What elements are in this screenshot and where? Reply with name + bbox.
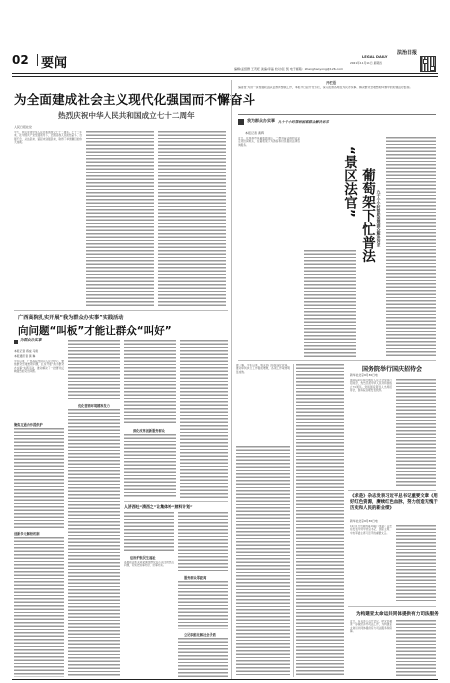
mid-center-sub-1: 法治护航民生福祉 (130, 556, 156, 560)
column-marker-icon (14, 340, 18, 344)
mid-right-body-col-1b (236, 446, 290, 677)
mid-center-body-col-1 (124, 512, 174, 552)
mid-center-body-col-2 (178, 512, 228, 572)
guangxi-body-col-1: 今年以来，广西高院坚持以人民为中心，聚焦群众急难愁盼问题，扎实开展“我为群众办实事”实践活动，推动解决了一批群众反映强烈的突出问题。 (14, 360, 64, 374)
qiushi-headline: 《求是》杂志发表习近平总书记重要文章《用好红色资源，赓续红色血脉，努力创造无愧于历史和人民的新业绩》 (350, 494, 438, 511)
main-subheadline: 热烈庆祝中华人民共和国成立七十二周年 (58, 111, 195, 120)
asia-pacific-headline: 为构建亚太命运共同体提供有力司法服务 (356, 612, 439, 617)
guangxi-body-col-2 (68, 340, 120, 400)
qr-code (420, 56, 436, 72)
subhead-4: 创新多元解纷机制 (14, 532, 40, 536)
main-body-col-1: 今天，我们迎来中华人民共和国成立七十二周年。七十二年来，在中国共产党坚强领导下，全国各族人民团结奋斗、自强不息，从站起来、富起来到强起来，取得了举世瞩目的伟大成就。 (14, 131, 82, 145)
guangxi-kicker: 广西高院扎实开展“我为群众办实事”实践活动 (18, 315, 124, 321)
guangxi-reporters-2: 本报通讯者 黄 琳 (14, 354, 36, 358)
mid-right-divider (293, 364, 294, 677)
vertical-subheadline: 九十个小时帮助困难群众解决诉求 (377, 190, 382, 247)
subhead-1: 聚焦互通合作提供护 (14, 423, 43, 427)
column-title-block (238, 118, 358, 128)
editor-note-rule (238, 114, 436, 115)
guangxi-headline: 向问题“叫板”才能让群众“叫好” (18, 325, 172, 337)
editor-line: 编辑/孟绍群 王茂旺 美编/李晶 校对/张 凯 电子邮箱：zhenghaoyong@126.com (234, 67, 344, 71)
vertical-headline-1: “景区法官” (341, 146, 357, 218)
mid-right-body: 据了解，今年以来，相关部门持续深化改革，推动审判执行工作提质增效，各项工作取得明显成效。 (236, 364, 290, 374)
left-top-bottom-rule (14, 310, 228, 311)
asia-pacific-body-col-2 (396, 620, 436, 677)
center-divider (231, 80, 232, 680)
qiushi-bottom-rule (348, 606, 436, 607)
guangxi-body-col-3b (124, 434, 176, 498)
column-subtitle: 九十个小时帮助困难群众解决诉求 (278, 119, 329, 124)
state-council-headline: 国务院举行国庆招待会 (362, 366, 423, 373)
state-council-byline: 新华社北京9月30日电 (350, 373, 378, 377)
mid-center-body: 各地政法机关紧紧围绕群众关心关注的热点问题，切实把实事办好、好事办实。 (124, 561, 174, 568)
page-bottom-rule (12, 679, 438, 680)
column-marker-icon (238, 119, 244, 125)
guangxi-body-col-2b (68, 409, 120, 677)
main-headline: 为全面建成社会主义现代化强国而不懈奋斗 (14, 92, 256, 107)
guangxi-body-col-3 (124, 340, 176, 425)
qiushi-body-col-2 (396, 525, 436, 603)
section-title: 要闻 (41, 56, 68, 71)
editor-note-label: 开栏语 (326, 81, 337, 85)
mid-center-headline: 人济西吐“清西之”让集体补“照料计划” (124, 504, 193, 509)
masthead-rule-thin (12, 76, 438, 77)
mid-right-body-col-2 (296, 364, 344, 677)
guangxi-column-label: 为群众办实事 (20, 338, 42, 342)
asia-pacific-body-col-1: 近日，有关部门召开会议，研究部署进一步做好涉外司法工作，为构建亚太命运共同体提供有力司法服务和保障。 (350, 620, 392, 634)
guangxi-body-col-1b (14, 428, 64, 528)
mid-center-body-col-2c (178, 638, 228, 677)
main-byline: 人民日报社论 (14, 125, 33, 129)
jingqu-body-col-2 (304, 250, 356, 357)
right-top-reporters: 本报记者 黄辉 (245, 131, 264, 135)
qiushi-byline: 新华社北京9月30日电 (350, 519, 378, 523)
guangxi-body-col-1c (14, 537, 64, 677)
masthead-rule (12, 73, 438, 74)
subhead-5: 立足职能化解社会矛盾 (184, 633, 216, 637)
jingqu-body-col-1: 近日，在成都市某葡萄园景区，一群身着法袍的法官走进田间地头，在葡萄架下为游客和村民提供法律咨询服务。 (238, 137, 300, 147)
state-council-bottom-rule (348, 490, 436, 491)
mid-center-body-col-2b (178, 581, 228, 629)
main-body-col-3 (158, 131, 226, 307)
main-body-col-2 (86, 131, 154, 307)
english-name: LEGAL DAILY (362, 55, 388, 59)
jingqu-body-col-3 (386, 137, 436, 357)
column-title: 我为群众办实事 (247, 118, 275, 123)
qiushi-body-col-1: 10月1日出版的第19期《求是》杂志将发表中共中央总书记、国家主席、中央军委主席习近平的重要文章。 (350, 525, 392, 535)
mid-center-sub-2: 服务群众零距离 (184, 576, 207, 580)
logo: 法治日报 (397, 50, 418, 56)
state-council-body-col-2 (396, 379, 436, 487)
page-number: 02 (12, 53, 29, 67)
vertical-headline-2: 葡萄架下忙普法 (359, 168, 375, 263)
masthead (0, 0, 450, 82)
subhead-2: 优化营商环境精准发力 (78, 404, 110, 408)
date-line: 2021年11月11日 星期四 (350, 61, 382, 65)
masthead-divider (37, 54, 38, 66)
state-council-body-col-1: 国务院9月30日晚在人民大会堂举行招待会，热烈庆祝中华人民共和国成立72周年。党和国家领导人出席招待会，国务院总理发表致辞。 (350, 379, 392, 393)
guangxi-reporters: 本报记者 蒋成 马艳 (14, 349, 39, 353)
subhead-3: 深化改革创新服务群众 (133, 429, 165, 433)
guangxi-column-label-box (14, 338, 62, 346)
mid-center-top-rule (124, 501, 228, 502)
right-top-bottom-rule (238, 360, 436, 361)
editor-note: 编者按 为进一步加强政法队伍教育整顿工作，本报今日起开设专栏，深入报道各地在为民办实事、解决群众急难愁盼问题中的好做法好经验。 (238, 86, 413, 89)
guangxi-body-col-4 (180, 340, 228, 498)
